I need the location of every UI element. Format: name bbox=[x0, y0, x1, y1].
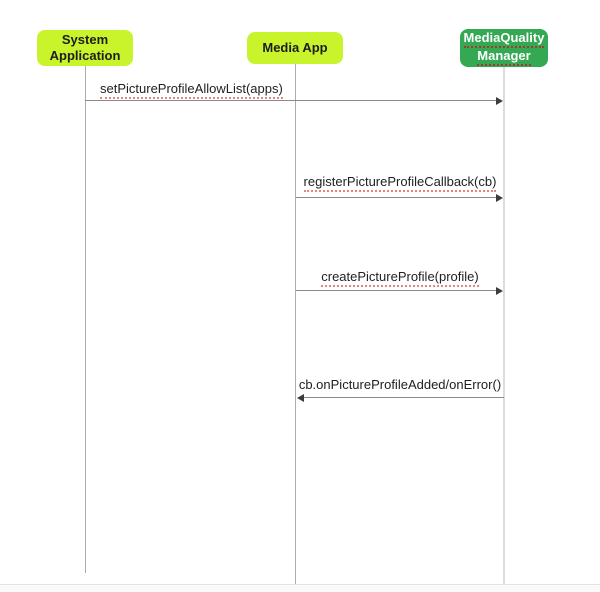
arrowhead-right-icon bbox=[496, 97, 503, 105]
message-arrow-setPictureProfileAllowList bbox=[85, 100, 497, 101]
arrowhead-right-icon bbox=[496, 287, 503, 295]
message-label-setPictureProfileAllowList: setPictureProfileAllowList(apps) bbox=[100, 81, 283, 96]
message-label-onPictureProfileAdded: cb.onPictureProfileAdded/onError() bbox=[298, 377, 502, 392]
message-label-registerPictureProfileCallback: registerPictureProfileCallback(cb) bbox=[296, 174, 504, 189]
arrowhead-right-icon bbox=[496, 194, 503, 202]
actor-system-application bbox=[37, 30, 133, 66]
message-arrow-onPictureProfileAdded bbox=[304, 397, 504, 398]
page-bottom-divider bbox=[0, 584, 600, 592]
actor-label: Manager bbox=[477, 48, 530, 66]
lifeline-system-application bbox=[85, 66, 86, 573]
lifeline-media-app bbox=[295, 64, 296, 584]
message-arrow-createPictureProfile bbox=[296, 290, 497, 291]
actor-mediaquality-manager bbox=[460, 29, 548, 67]
actor-label: MediaQuality bbox=[464, 30, 545, 48]
message-arrow-registerPictureProfileCallback bbox=[296, 197, 497, 198]
message-label-createPictureProfile: createPictureProfile(profile) bbox=[296, 269, 504, 284]
arrowhead-left-icon bbox=[297, 394, 304, 402]
lifeline-mediaquality-manager bbox=[503, 67, 505, 584]
actor-label: Media App bbox=[262, 40, 328, 55]
actor-media-app bbox=[247, 32, 343, 64]
actor-label: System bbox=[61, 32, 109, 47]
actor-label: Application bbox=[49, 48, 121, 63]
